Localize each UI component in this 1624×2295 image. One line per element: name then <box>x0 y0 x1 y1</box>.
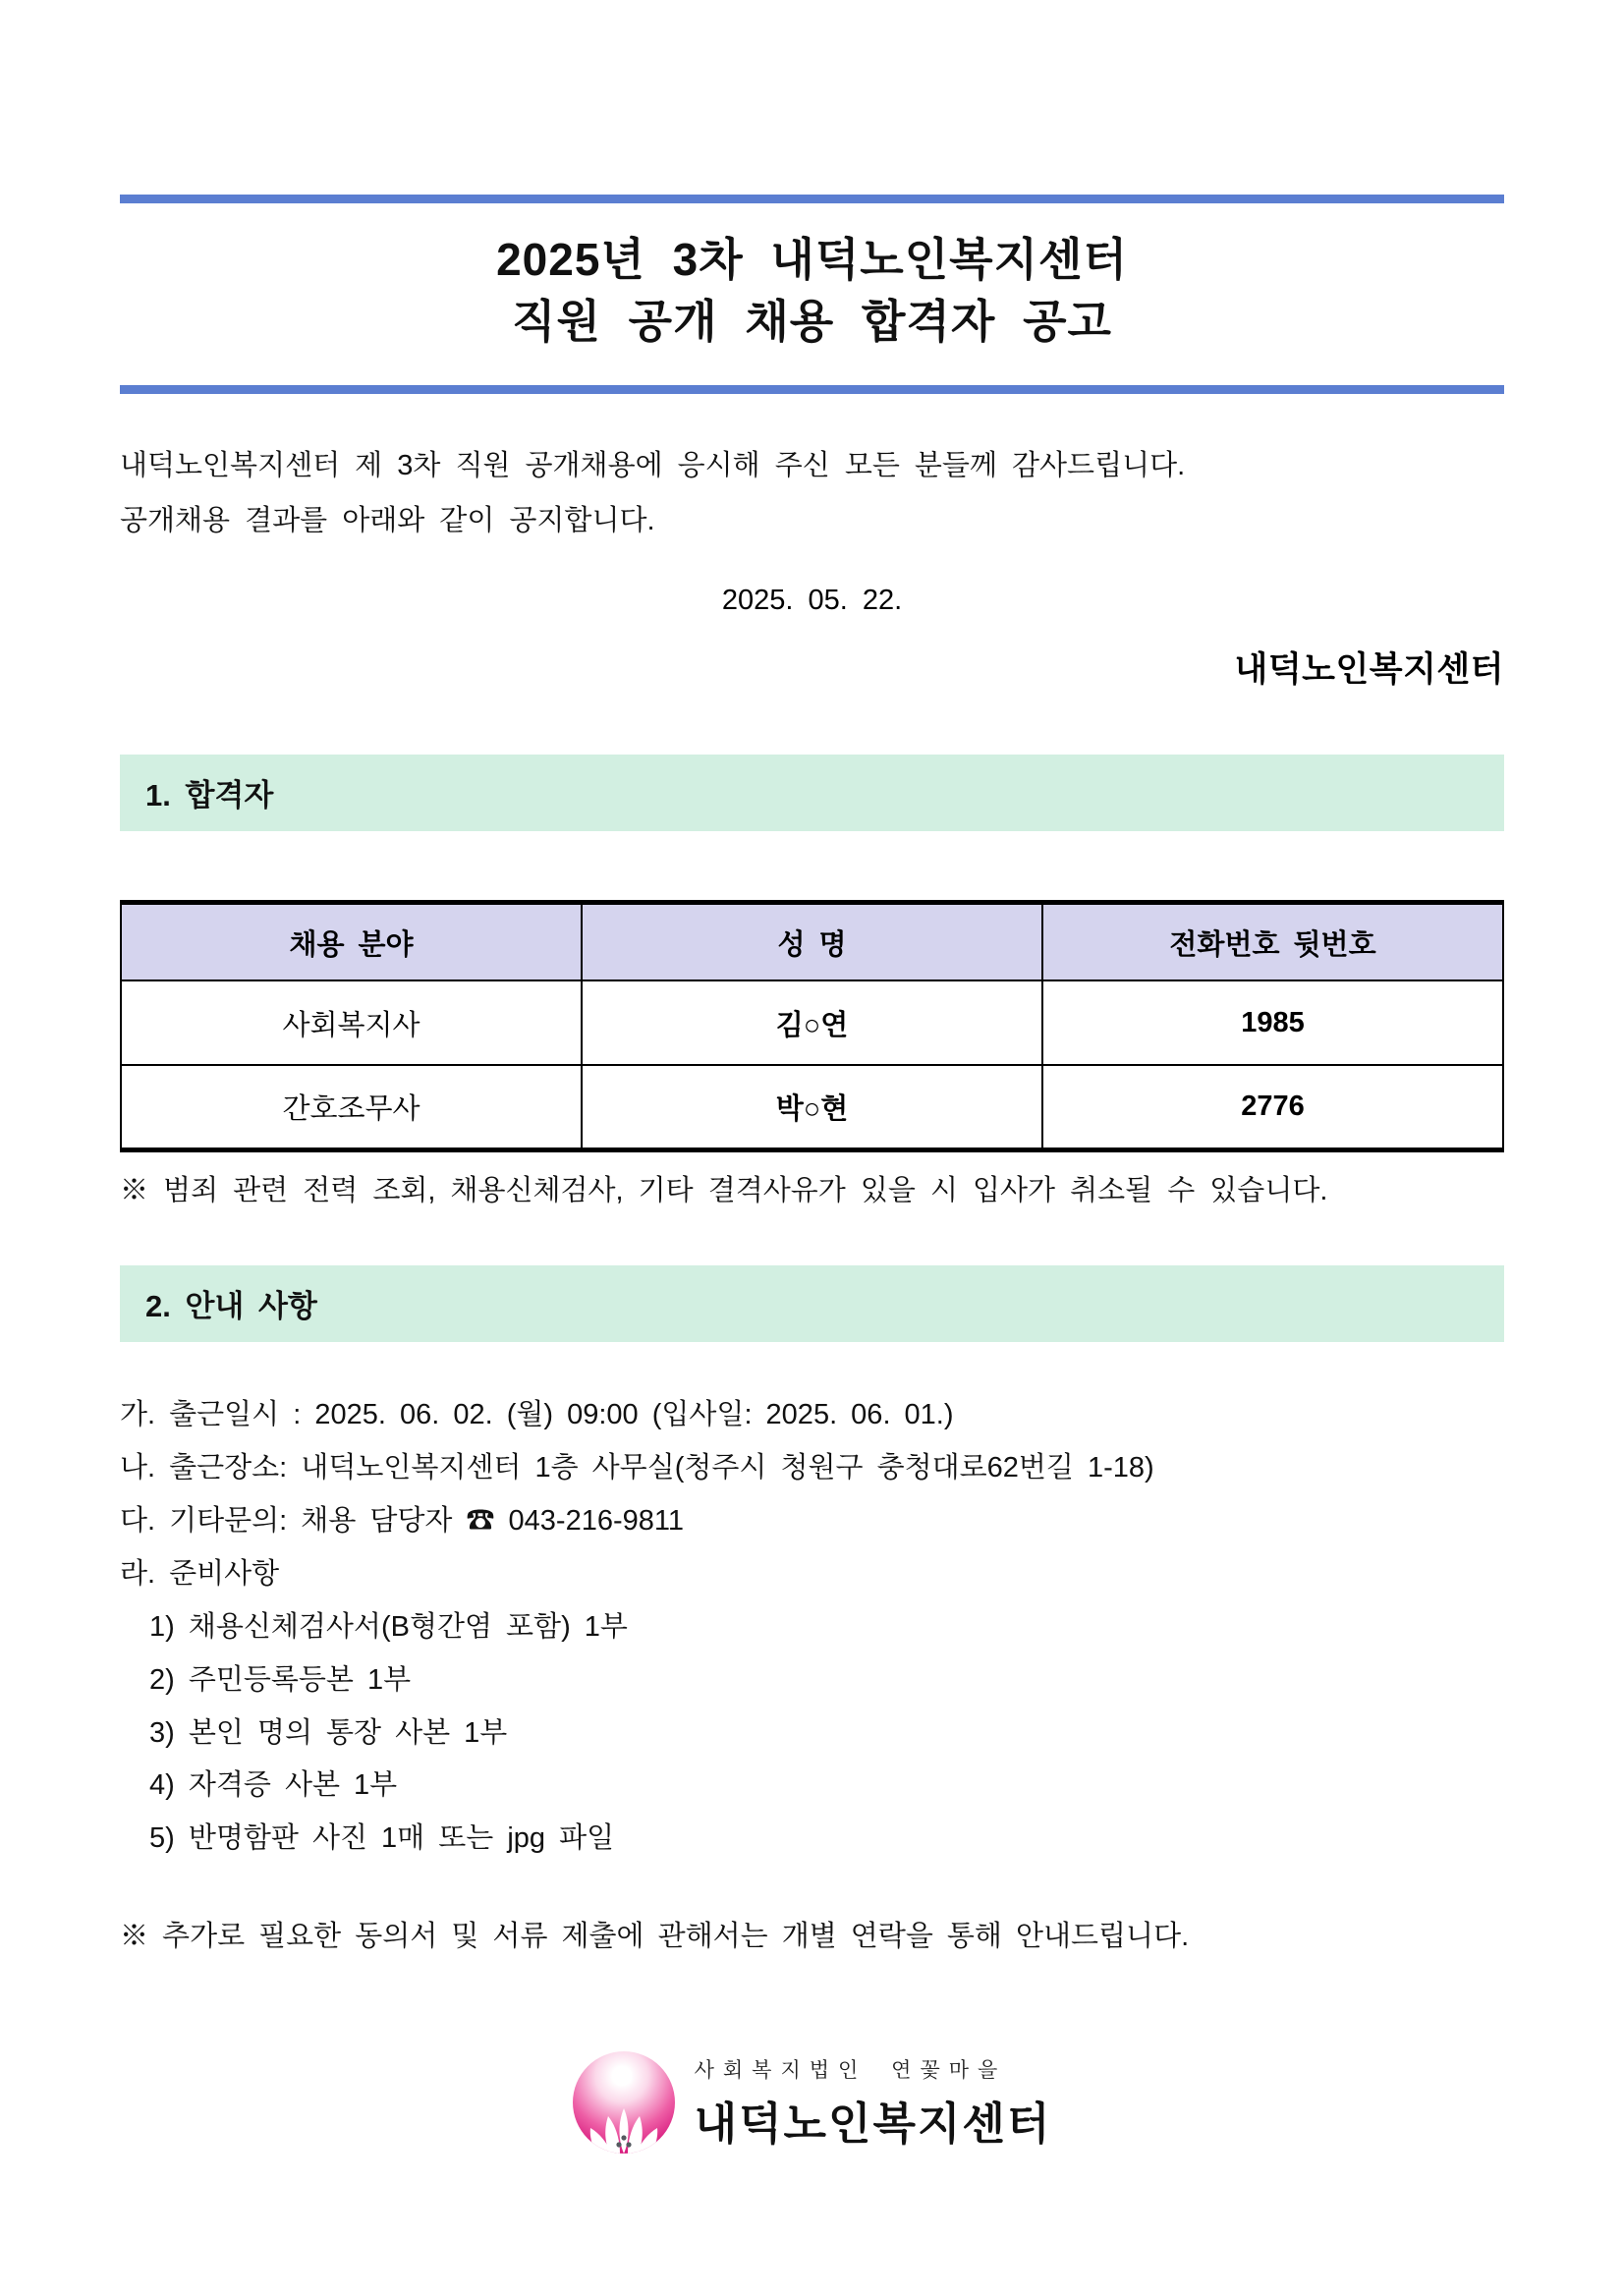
cell-name: 김○연 <box>582 980 1042 1065</box>
guidance-list <box>120 1389 1504 1964</box>
table-row <box>121 980 1503 1065</box>
footer-center-name: 내덕노인복지센터 <box>694 2098 1052 2149</box>
col-header-name: 성 명 <box>582 902 1042 980</box>
signing-organization: 내덕노인복지센터 <box>1234 649 1504 689</box>
section-2-heading <box>120 1265 1504 1342</box>
table-header-row <box>121 902 1503 980</box>
announcement-date: 2025. 05. 22. <box>721 584 903 616</box>
lotus-petals-graphic <box>573 2097 675 2154</box>
document-title <box>120 203 1504 385</box>
title-top-rule <box>120 195 1504 203</box>
lotus-logo-icon <box>573 2051 675 2154</box>
list-item: 라. 준비사항 <box>120 1557 280 1590</box>
cell-phone: 1985 <box>1042 980 1503 1065</box>
list-item: 다. 기타문의: 채용 담당자 ☎ 043-216-9811 <box>120 1504 684 1537</box>
table-body <box>121 980 1503 1149</box>
col-header-position: 채용 분야 <box>121 902 582 980</box>
section-1-heading <box>120 755 1504 831</box>
cell-position: 사회복지사 <box>121 980 582 1065</box>
table-row <box>121 1065 1503 1149</box>
section-1-heading-label: 1. 합격자 <box>145 778 274 813</box>
sub-list-item: 3) 본인 명의 통장 사본 1부 <box>149 1716 508 1749</box>
cell-name: 박○현 <box>582 1065 1042 1149</box>
sub-list-item: 1) 채용신체검사서(B형간염 포함) 1부 <box>149 1610 628 1643</box>
list-item: 나. 출근장소: 내덕노인복지센터 1층 사무실(청주시 청원구 충청대로62번길 1-18) <box>120 1451 1154 1483</box>
list-item: 가. 출근일시 : 2025. 06. 02. (월) 09:00 (입사일: 2025. 06. 01.) <box>120 1398 954 1430</box>
additional-documents-note: ※ 추가로 필요한 동의서 및 서류 제출에 관해서는 개별 연락을 통해 안내드립니다. <box>120 1921 1190 1953</box>
successful-candidates-table <box>120 900 1504 1152</box>
intro-paragraph <box>120 439 1504 549</box>
cell-position: 간호조무사 <box>121 1065 582 1149</box>
sub-list-item: 5) 반명함판 사진 1매 또는 jpg 파일 <box>149 1822 615 1855</box>
footer-foundation-name: 사회복지법인 연꽃마을 <box>694 2058 1007 2082</box>
sub-list-item: 4) 자격증 사본 1부 <box>149 1769 398 1802</box>
footer-logo <box>0 2051 1624 2154</box>
section-2-heading-label: 2. 안내 사항 <box>145 1289 317 1324</box>
document-title-line2: 직원 공개 채용 합격자 공고 <box>512 296 1112 348</box>
document-title-line1: 2025년 3차 내덕노인복지센터 <box>496 234 1128 285</box>
intro-line1: 내덕노인복지센터 제 3차 직원 공개채용에 응시해 주신 모든 분들께 감사드립니다. <box>120 449 1186 481</box>
cell-phone: 2776 <box>1042 1065 1503 1149</box>
intro-line2: 공개채용 결과를 아래와 같이 공지합니다. <box>120 504 655 536</box>
title-bottom-rule <box>120 385 1504 394</box>
document-content <box>120 195 1504 1964</box>
sub-list-item: 2) 주민등록등본 1부 <box>149 1663 412 1696</box>
disqualification-note: ※ 범죄 관련 전력 조회, 채용신체검사, 기타 결격사유가 있을 시 입사가 취소될 수 있습니다. <box>120 1174 1328 1206</box>
col-header-phone: 전화번호 뒷번호 <box>1042 902 1503 980</box>
footer-org-text <box>695 2054 1052 2152</box>
table-head <box>121 902 1503 980</box>
